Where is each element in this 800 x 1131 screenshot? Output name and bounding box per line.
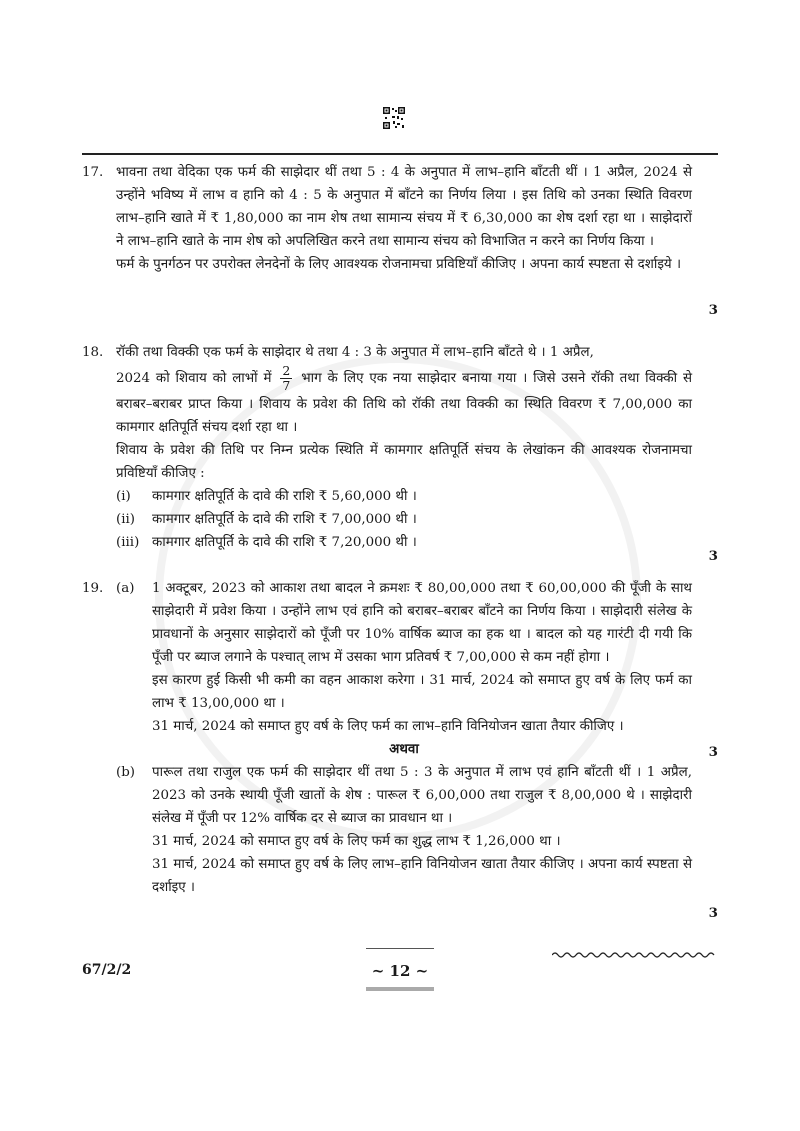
text-fragment: 2024 को शिवाय को लाभों में <box>116 371 272 386</box>
paper-code: 67/2/2 <box>82 962 132 978</box>
sub-question-b <box>116 761 692 899</box>
qr-code-icon <box>383 107 405 129</box>
fraction-denominator: 7 <box>282 378 291 393</box>
page-number-bar <box>366 987 434 991</box>
question-text: भावना तथा वेदिका एक फर्म की साझेदार थीं तथा 5 : 4 के अनुपात में लाभ–हानि बाँटती थीं । 1 अप्रैल, 2024 से उन्होंने भविष्य में लाभ व हानि को 4 : 5 के अनुपात में बाँटने का निर्णय लिया । इस तिथि को उनका स्थिति विवरण लाभ–हानि खाते में ₹ 1,80,000 का नाम शेष तथा सामान्य संचय में ₹ 6,30,000 का शेष दर्शा रहा था । साझेदारों ने लाभ–हानि खाते के नाम शेष को अपलिखित करने तथा सामान्य संचय को विभाजित न करने का निर्णय किया । <box>116 165 692 249</box>
text-fragment: भाग के लिए एक नया साझेदार बनाया गया । जिसे उसने रॉकी तथा विक्की से बराबर–बराबर प्राप्त किया । शिवाय के प्रवेश की तिथि को रॉकी तथा विक्की का स्थिति विवरण ₹ 7,00,000 का कामगार क्षतिपूर्ति संचय दर्शा रहा था । <box>116 371 693 435</box>
question-text: रॉकी तथा विक्की एक फर्म के साझेदार थे तथा 4 : 3 के अनुपात में लाभ–हानि बाँटते थे । 1 अप्रैल, <box>116 345 594 360</box>
or-separator: अथवा <box>389 741 419 757</box>
question-text: इस कारण हुई किसी भी कमी का वहन आकाश करेगा । 31 मार्च, 2024 को समाप्त हुए वर्ष के लिए फर्म का लाभ ₹ 13,00,000 था । <box>152 673 692 711</box>
question-number: 19. <box>82 581 104 596</box>
question-text: 1 अक्टूबर, 2023 को आकाश तथा बादल ने क्रमशः ₹ 80,00,000 तथा ₹ 60,00,000 की पूँजी के साथ साझेदारी में प्रवेश किया । उन्होंने लाभ एवं हानि को बराबर–बराबर बाँटने का निर्णय किया । साझेदारी संलेख के प्रावधानों के अनुसार साझेदारों को पूँजी पर 10% वार्षिक ब्याज का हक था । बादल को यह गारंटी दी गयी कि पूँजी पर ब्याज लगाने के पश्चात् लाभ में उसका भाग प्रतिवर्ष ₹ 7,00,000 से कम नहीं होगा । <box>152 581 692 665</box>
sub-question-label: (a) <box>116 581 135 596</box>
question-number: 17. <box>82 165 104 180</box>
sub-question-label: (b) <box>116 765 136 780</box>
item-text: कामगार क्षतिपूर्ति के दावे की राशि ₹ 7,00,000 थी । <box>152 512 417 527</box>
fraction-numerator: 2 <box>282 363 291 378</box>
question-text: शिवाय के प्रवेश की तिथि पर निम्न प्रत्येक स्थिति में कामगार क्षतिपूर्ति संचय के लेखांकन की आवश्यक रोजनामचा प्रविष्टियाँ कीजिए : <box>116 443 692 481</box>
fraction <box>280 364 292 393</box>
question-text: 31 मार्च, 2024 को समाप्त हुए वर्ष के लिए लाभ–हानि विनियोजन खाता तैयार कीजिए । अपना कार्य स्पष्टता से दर्शाइए । <box>152 857 692 895</box>
sub-question-a <box>116 577 692 738</box>
item-label: (i) <box>116 489 131 504</box>
item-text: कामगार क्षतिपूर्ति के दावे की राशि ₹ 5,60,000 थी । <box>152 489 417 504</box>
question-text: 31 मार्च, 2024 को समाप्त हुए वर्ष के लिए फर्म का लाभ–हानि विनियोजन खाता तैयार कीजिए । <box>152 719 624 734</box>
list-item <box>116 531 692 554</box>
marks: 3 <box>708 905 718 921</box>
header-rule <box>82 153 718 155</box>
page-number-rule <box>366 948 434 949</box>
question-text: पारूल तथा राजुल एक फर्म की साझेदार थीं तथा 5 : 3 के अनुपात में लाभ एवं हानि बाँटती थीं । 1 अप्रैल, 2023 को उनके स्थायी पूँजी खातों के शेष : पारूल ₹ 6,00,000 तथा राजुल ₹ 8,00,000 थे । साझेदारी संलेख में पूँजी पर 12% वार्षिक दर से ब्याज का प्रावधान था । <box>152 765 692 826</box>
wavy-line-icon <box>552 950 718 960</box>
item-text: कामगार क्षतिपूर्ति के दावे की राशि ₹ 7,20,000 थी । <box>152 535 417 550</box>
question-number: 18. <box>82 345 104 360</box>
list-item <box>116 485 692 508</box>
question-text: 31 मार्च, 2024 को समाप्त हुए वर्ष के लिए फर्म का शुद्ध लाभ ₹ 1,26,000 था । <box>152 834 561 849</box>
page-number: ~ 12 ~ <box>371 962 429 980</box>
marks: 3 <box>708 744 718 760</box>
marks: 3 <box>708 548 718 564</box>
question-text: फर्म के पुनर्गठन पर उपरोक्त लेनदेनों के लिए आवश्यक रोजनामचा प्रविष्टियाँ कीजिए । अपना कार्य स्पष्टता से दर्शाइये । <box>116 257 682 272</box>
item-label: (ii) <box>116 512 136 527</box>
item-label: (iii) <box>116 535 140 550</box>
marks: 3 <box>708 302 718 318</box>
question-text <box>116 364 692 439</box>
list-item <box>116 508 692 531</box>
